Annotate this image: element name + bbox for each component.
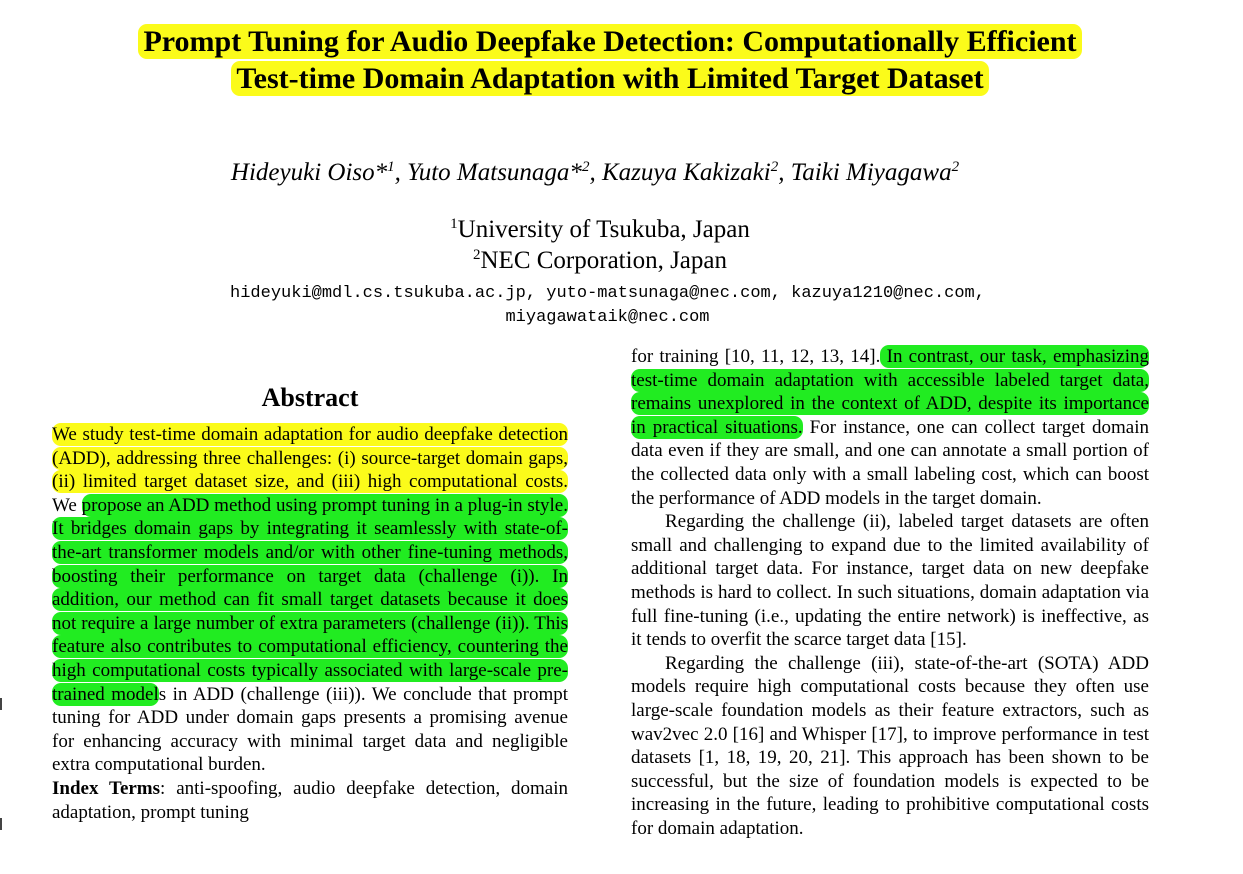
body-paragraph: Regarding the challenge (ii), labeled target datasets are often small and challenging to expand due to the limited availability of additional target data. For instance, target data on new deepfake methods is hard to collect. In such situations, domain adaptation via full fine-tuning (i.e., updating the entire network) is ineffective, as it tends to overfit the scarce target data [15]. [631,511,1149,651]
abstract-body [52,423,568,824]
title-line-2: Test-time Domain Adaptation with Limited Target Dataset [236,62,984,95]
author-affil-mark: 2 [581,159,590,175]
paper-title [40,23,1180,97]
affiliation: $^1$University of Tsukuba, Japan [450,216,750,243]
margin-mark [0,698,2,710]
abstract-heading: Abstract [261,383,359,412]
author-affil-mark: 2 [770,159,779,175]
highlight-green: propose an ADD method using prompt tuning in a plug-in style. It bridges domain gaps by integrating it seamlessly with state-of-the-art transformer models and/or with other fine-tuning methods, boosting their performance on target data (challenge (i)). In addition, our method can fit small target datasets because it does not require a large number of extra parameters (challenge (ii)). This feature also contributes to computational efficiency, countering the high computational costs typically associated with large-scale pre-trained model [52,494,568,705]
abstract-text: s in ADD (challenge (iii)). We conclude that prompt tuning for ADD under domain gaps presents a promising avenue for enhancing accuracy with minimal target data and negligible extra computational burden. [52,683,568,776]
abstract-paragraph [52,423,568,777]
body-paragraph: Regarding the challenge (iii), state-of-the-art (SOTA) ADD models require high computational costs because they often use large-scale foundation models as their feature extractors, such as wav2vec 2.0 [16] and Whisper [17], to improve performance in test datasets [1, 18, 19, 20, 21]. This approach has been shown to be successful, but the size of foundation models is expected to be increasing in the future, leading to prohibitive computational costs for domain adaptation. [631,652,1149,839]
author-emails [0,282,1215,330]
title-highlight [138,24,1081,96]
index-terms [52,777,568,824]
highlight-green: In contrast, our task, emphasizing test-time domain adaptation with accessible labeled target data, remains unexplored in the context of ADD, despite its importance in practical situations. [631,346,1149,438]
abstract-text: We [52,494,77,516]
author: Taiki Miyagawa$^2$ [790,159,960,186]
title-line-1: Prompt Tuning for Audio Deepfake Detection: Computationally Efficient [143,25,1077,58]
index-terms-label: Index Terms [52,777,161,799]
author-list [0,157,1190,189]
emails-line: hideyuki@mdl.cs.tsukuba.ac.jp, yuto-matsunaga@nec.com, kazuya1210@nec.com, [230,284,985,303]
author: Hideyuki Oiso*$^1$, [230,159,408,186]
author-affil-mark: 2 [951,159,960,175]
margin-mark [0,818,2,830]
affiliations [0,214,1200,276]
emails-line: miyagawataik@nec.com [505,308,710,327]
highlight-yellow: We study test-time domain adaptation for audio deepfake detection (ADD), addressing three challenges: (i) source-target domain gaps, (ii) limited target dataset size, and (iii) high computational costs. [52,424,568,493]
author: Kazuya Kakizaki$^2$, [601,159,791,186]
author-affil-mark: 1 [387,159,395,175]
affiliation: $^2$NEC Corporation, Japan [473,247,727,274]
right-column [631,345,1149,840]
index-terms-text: : anti-spoofing, audio deepfake detection, domain adaptation, prompt tuning [52,777,568,823]
body-paragraph: for training [10, 11, 12, 13, 14]. In contrast, our task, emphasizing test-time domain adaptation with accessible labeled target data, remains unexplored in the context of ADD, despite its importance in practical situations. For instance, one can collect target domain data even if they are small, and one can annotate a small portion of the collected data only with a small labeling cost, which can boost the performance of ADD models in the target domain. [631,346,1149,509]
author: Yuto Matsunaga*$^2$, [407,159,602,186]
